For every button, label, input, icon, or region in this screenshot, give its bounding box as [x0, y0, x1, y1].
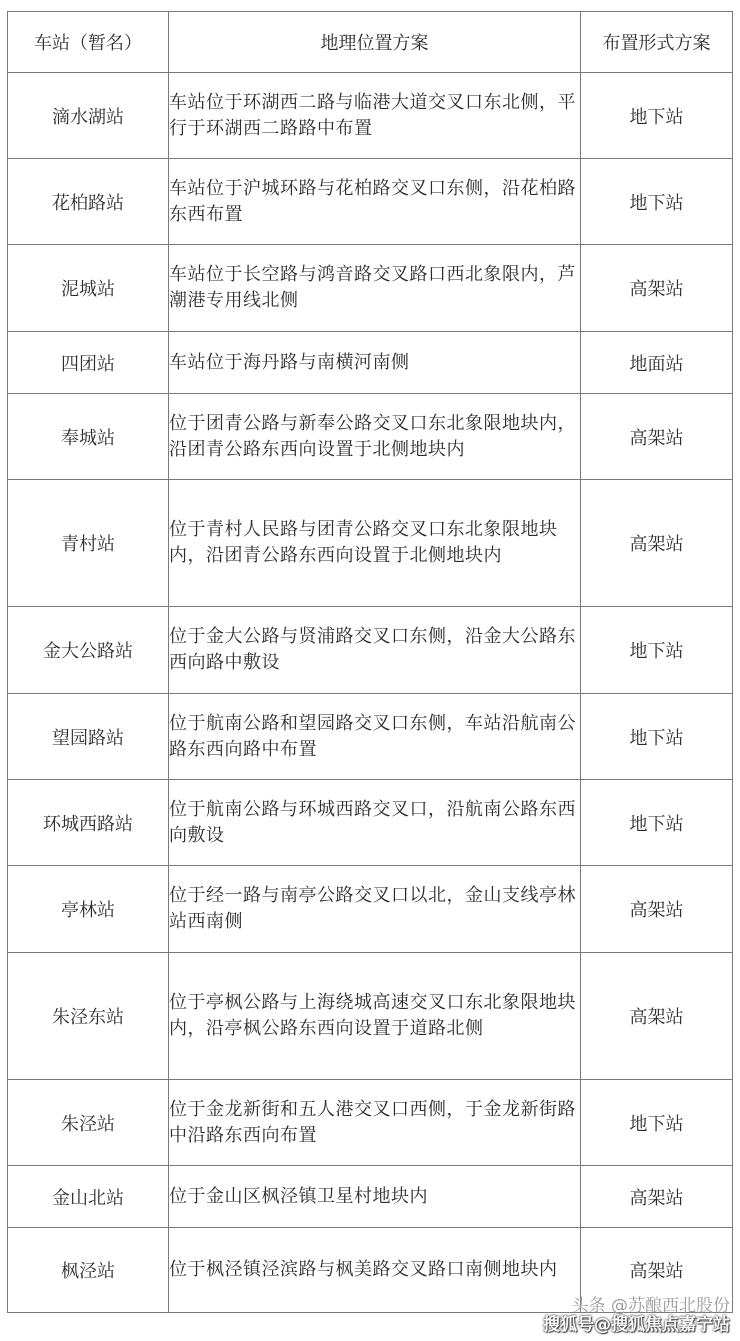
station-name: 环城西路站 — [8, 780, 169, 866]
station-layout: 高架站 — [581, 245, 733, 332]
station-location: 车站位于海丹路与南横河南侧 — [169, 332, 581, 394]
station-layout: 地下站 — [581, 1080, 733, 1166]
station-name: 四团站 — [8, 332, 169, 394]
table-row — [8, 480, 733, 607]
station-location: 位于航南公路和望园路交叉口东侧，车站沿航南公路东西向路中布置 — [169, 694, 581, 780]
table-row — [8, 694, 733, 780]
table-row — [8, 159, 733, 245]
station-location: 位于枫泾镇泾滨路与枫美路交叉路口南侧地块内 — [169, 1228, 581, 1313]
stations-table — [7, 11, 733, 1313]
station-location: 位于团青公路与新奉公路交叉口东北象限地块内，沿团青公路东西向设置于北侧地块内 — [169, 394, 581, 480]
station-layout: 地下站 — [581, 73, 733, 159]
station-name: 亭林站 — [8, 866, 169, 953]
table-row — [8, 1080, 733, 1166]
station-name: 朱泾东站 — [8, 953, 169, 1080]
table-row — [8, 394, 733, 480]
station-layout: 高架站 — [581, 953, 733, 1080]
station-name: 金大公路站 — [8, 607, 169, 694]
station-name: 泥城站 — [8, 245, 169, 332]
station-layout: 地面站 — [581, 332, 733, 394]
station-name: 滴水湖站 — [8, 73, 169, 159]
station-name: 朱泾站 — [8, 1080, 169, 1166]
header-station: 车站（暂名） — [8, 12, 169, 73]
station-layout: 高架站 — [581, 480, 733, 607]
station-name: 枫泾站 — [8, 1228, 169, 1313]
table-row — [8, 245, 733, 332]
header-layout: 布置形式方案 — [581, 12, 733, 73]
station-location: 位于经一路与南亭公路交叉口以北，金山支线亭林站西南侧 — [169, 866, 581, 953]
station-location: 位于航南公路与环城西路交叉口，沿航南公路东西向敷设 — [169, 780, 581, 866]
station-location: 位于金龙新街和五人港交叉口西侧，于金龙新街路中沿路东西向布置 — [169, 1080, 581, 1166]
header-row — [8, 12, 733, 73]
header-location: 地理位置方案 — [169, 12, 581, 73]
station-location: 位于青村人民路与团青公路交叉口东北象限地块内，沿团青公路东西向设置于北侧地块内 — [169, 480, 581, 607]
station-location: 位于金山区枫泾镇卫星村地块内 — [169, 1166, 581, 1228]
station-layout: 高架站 — [581, 1228, 733, 1313]
station-name: 金山北站 — [8, 1166, 169, 1228]
station-layout: 地下站 — [581, 159, 733, 245]
table-row — [8, 73, 733, 159]
watermark-sohu: 搜狐号@搜狐焦点嘉宁站 — [543, 1315, 730, 1335]
watermark-toutiao: 头条 @苏酿西北股份 — [571, 1296, 730, 1316]
table-row — [8, 953, 733, 1080]
station-location: 车站位于环湖西二路与临港大道交叉口东北侧，平行于环湖西二路路中布置 — [169, 73, 581, 159]
station-name: 望园路站 — [8, 694, 169, 780]
station-location: 位于金大公路与贤浦路交叉口东侧，沿金大公路东西向路中敷设 — [169, 607, 581, 694]
station-location: 车站位于沪城环路与花柏路交叉口东侧，沿花柏路东西布置 — [169, 159, 581, 245]
station-location: 车站位于长空路与鸿音路交叉路口西北象限内，芦潮港专用线北侧 — [169, 245, 581, 332]
table-row — [8, 1166, 733, 1228]
table-row — [8, 780, 733, 866]
station-name: 奉城站 — [8, 394, 169, 480]
station-name: 青村站 — [8, 480, 169, 607]
watermark — [543, 1297, 730, 1335]
station-location: 位于亭枫公路与上海绕城高速交叉口东北象限地块内，沿亭枫公路东西向设置于道路北侧 — [169, 953, 581, 1080]
station-layout: 高架站 — [581, 866, 733, 953]
station-layout: 高架站 — [581, 394, 733, 480]
station-name: 花柏路站 — [8, 159, 169, 245]
station-layout: 地下站 — [581, 694, 733, 780]
table-row — [8, 607, 733, 694]
station-layout: 地下站 — [581, 780, 733, 866]
table-row — [8, 332, 733, 394]
station-layout: 地下站 — [581, 607, 733, 694]
station-layout: 高架站 — [581, 1166, 733, 1228]
table-row — [8, 866, 733, 953]
